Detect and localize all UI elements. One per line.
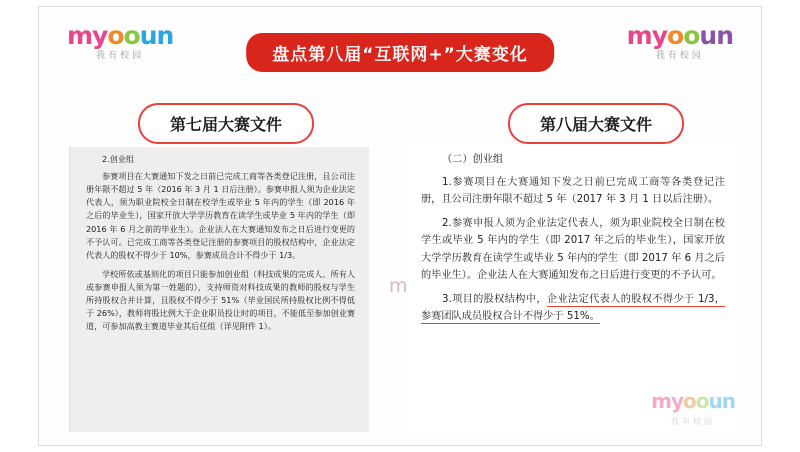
brand-logo-part-my: my — [626, 21, 668, 50]
doc-right-text-plain: 3.项目的股权结构中， — [442, 293, 547, 305]
watermark-part-o2: o — [695, 389, 709, 413]
watermark-part-my: my — [651, 389, 684, 413]
brand-tagline: 我有校园 — [655, 50, 704, 60]
watermark-logo-text — [651, 389, 735, 413]
doc-left-paragraph: 学校所依或基则化的项目只能参加创业组（科技成果的完成人、所有人或参赛申报人须为第一姓题的），支持师资对科技成果的教师的股权与学生所持股权合并计算，且股权不得少于 51%（毕业国民所持股权比例不得低于 26%），教师将股比例大于企业职员投让时的项目，不能低至参加创业赛道，可参加高教主赛道毕业其后任组（详见附件 1）。 — [86, 268, 355, 332]
doc-right-paragraph: 1.参赛项目在大赛通知下发之日前已完成工商等各类登记注册，且公司注册年限不超过 5 年（2017 年 3 月 1 日以后注册）。 — [421, 176, 725, 206]
brand-logo-part-o1: o — [107, 21, 124, 50]
brand-logo-part-o2: o — [683, 21, 700, 50]
brand-logo-part-un: un — [699, 21, 733, 50]
watermark-tagline: 我有校园 — [671, 417, 716, 426]
watermark-part-un: un — [708, 389, 735, 413]
doc-right-paragraph — [421, 291, 725, 326]
brand-logo-part-un: un — [139, 21, 174, 50]
watermark-letter: m — [389, 275, 408, 297]
watermark-part-o1: o — [683, 389, 696, 413]
column-header-right: 第八届大赛文件 — [508, 103, 684, 144]
doc-left-paragraph: 参赛项目在大赛通知下发之日前已完成工商等各类登记注册，且公司注册年限不超过 5 年（2016 年 3 月 1 日后注册）。参赛申报人须为企业法定代表人，须为职业院校全日制在校学生或毕业 5 年内的学生（即 2016 年之后的毕业生），国家开放大学学历教育在读学生或毕业 5 年内的学生（即 2016 年 6 月之前的毕业生）。企业法人在大赛通知发布之日后进行变更的不予认可。已完成工商等各类登记注册的参赛项目的股权结构中，企业法定代表人的股权不得少于 10%，参赛成员合计不得少于 1/3。 — [86, 171, 355, 260]
brand-logo-left — [67, 23, 173, 60]
brand-logo-part-o2: o — [123, 21, 140, 50]
brand-logo-part-o1: o — [667, 21, 684, 50]
page-title: 盘点第八届“互联网+”大赛变化 — [246, 33, 554, 72]
document-excerpt-left — [69, 147, 369, 432]
doc-right-text-highlighted: 企业法定代表人的股权不得少于 1/3，参赛团队成员股权合计不得少于 51%。 — [421, 293, 725, 323]
slide-canvas — [38, 6, 762, 446]
doc-left-paragraph: 2.创业组 — [102, 154, 135, 164]
column-header-left: 第七届大赛文件 — [138, 103, 314, 144]
watermark-logo — [651, 389, 735, 427]
brand-logo-text — [627, 23, 733, 48]
doc-right-paragraph: 2.参赛申报人须为企业法定代表人，须为职业院校全日制在校学生或毕业 5 年内的学生（即 2017 年之后的毕业生），国家开放大学学历教育在读学生或毕业 5 年内的学生（即 2017 年 6 月之后的毕业生）。企业法人在大赛通知发布之日后进行变更的不予认可。 — [421, 217, 725, 282]
brand-logo-right — [627, 23, 733, 60]
doc-right-paragraph: （二）创业组 — [442, 154, 504, 165]
brand-logo-part-my: my — [67, 21, 108, 50]
brand-tagline: 我有校园 — [96, 50, 145, 60]
brand-logo-text — [67, 23, 173, 48]
